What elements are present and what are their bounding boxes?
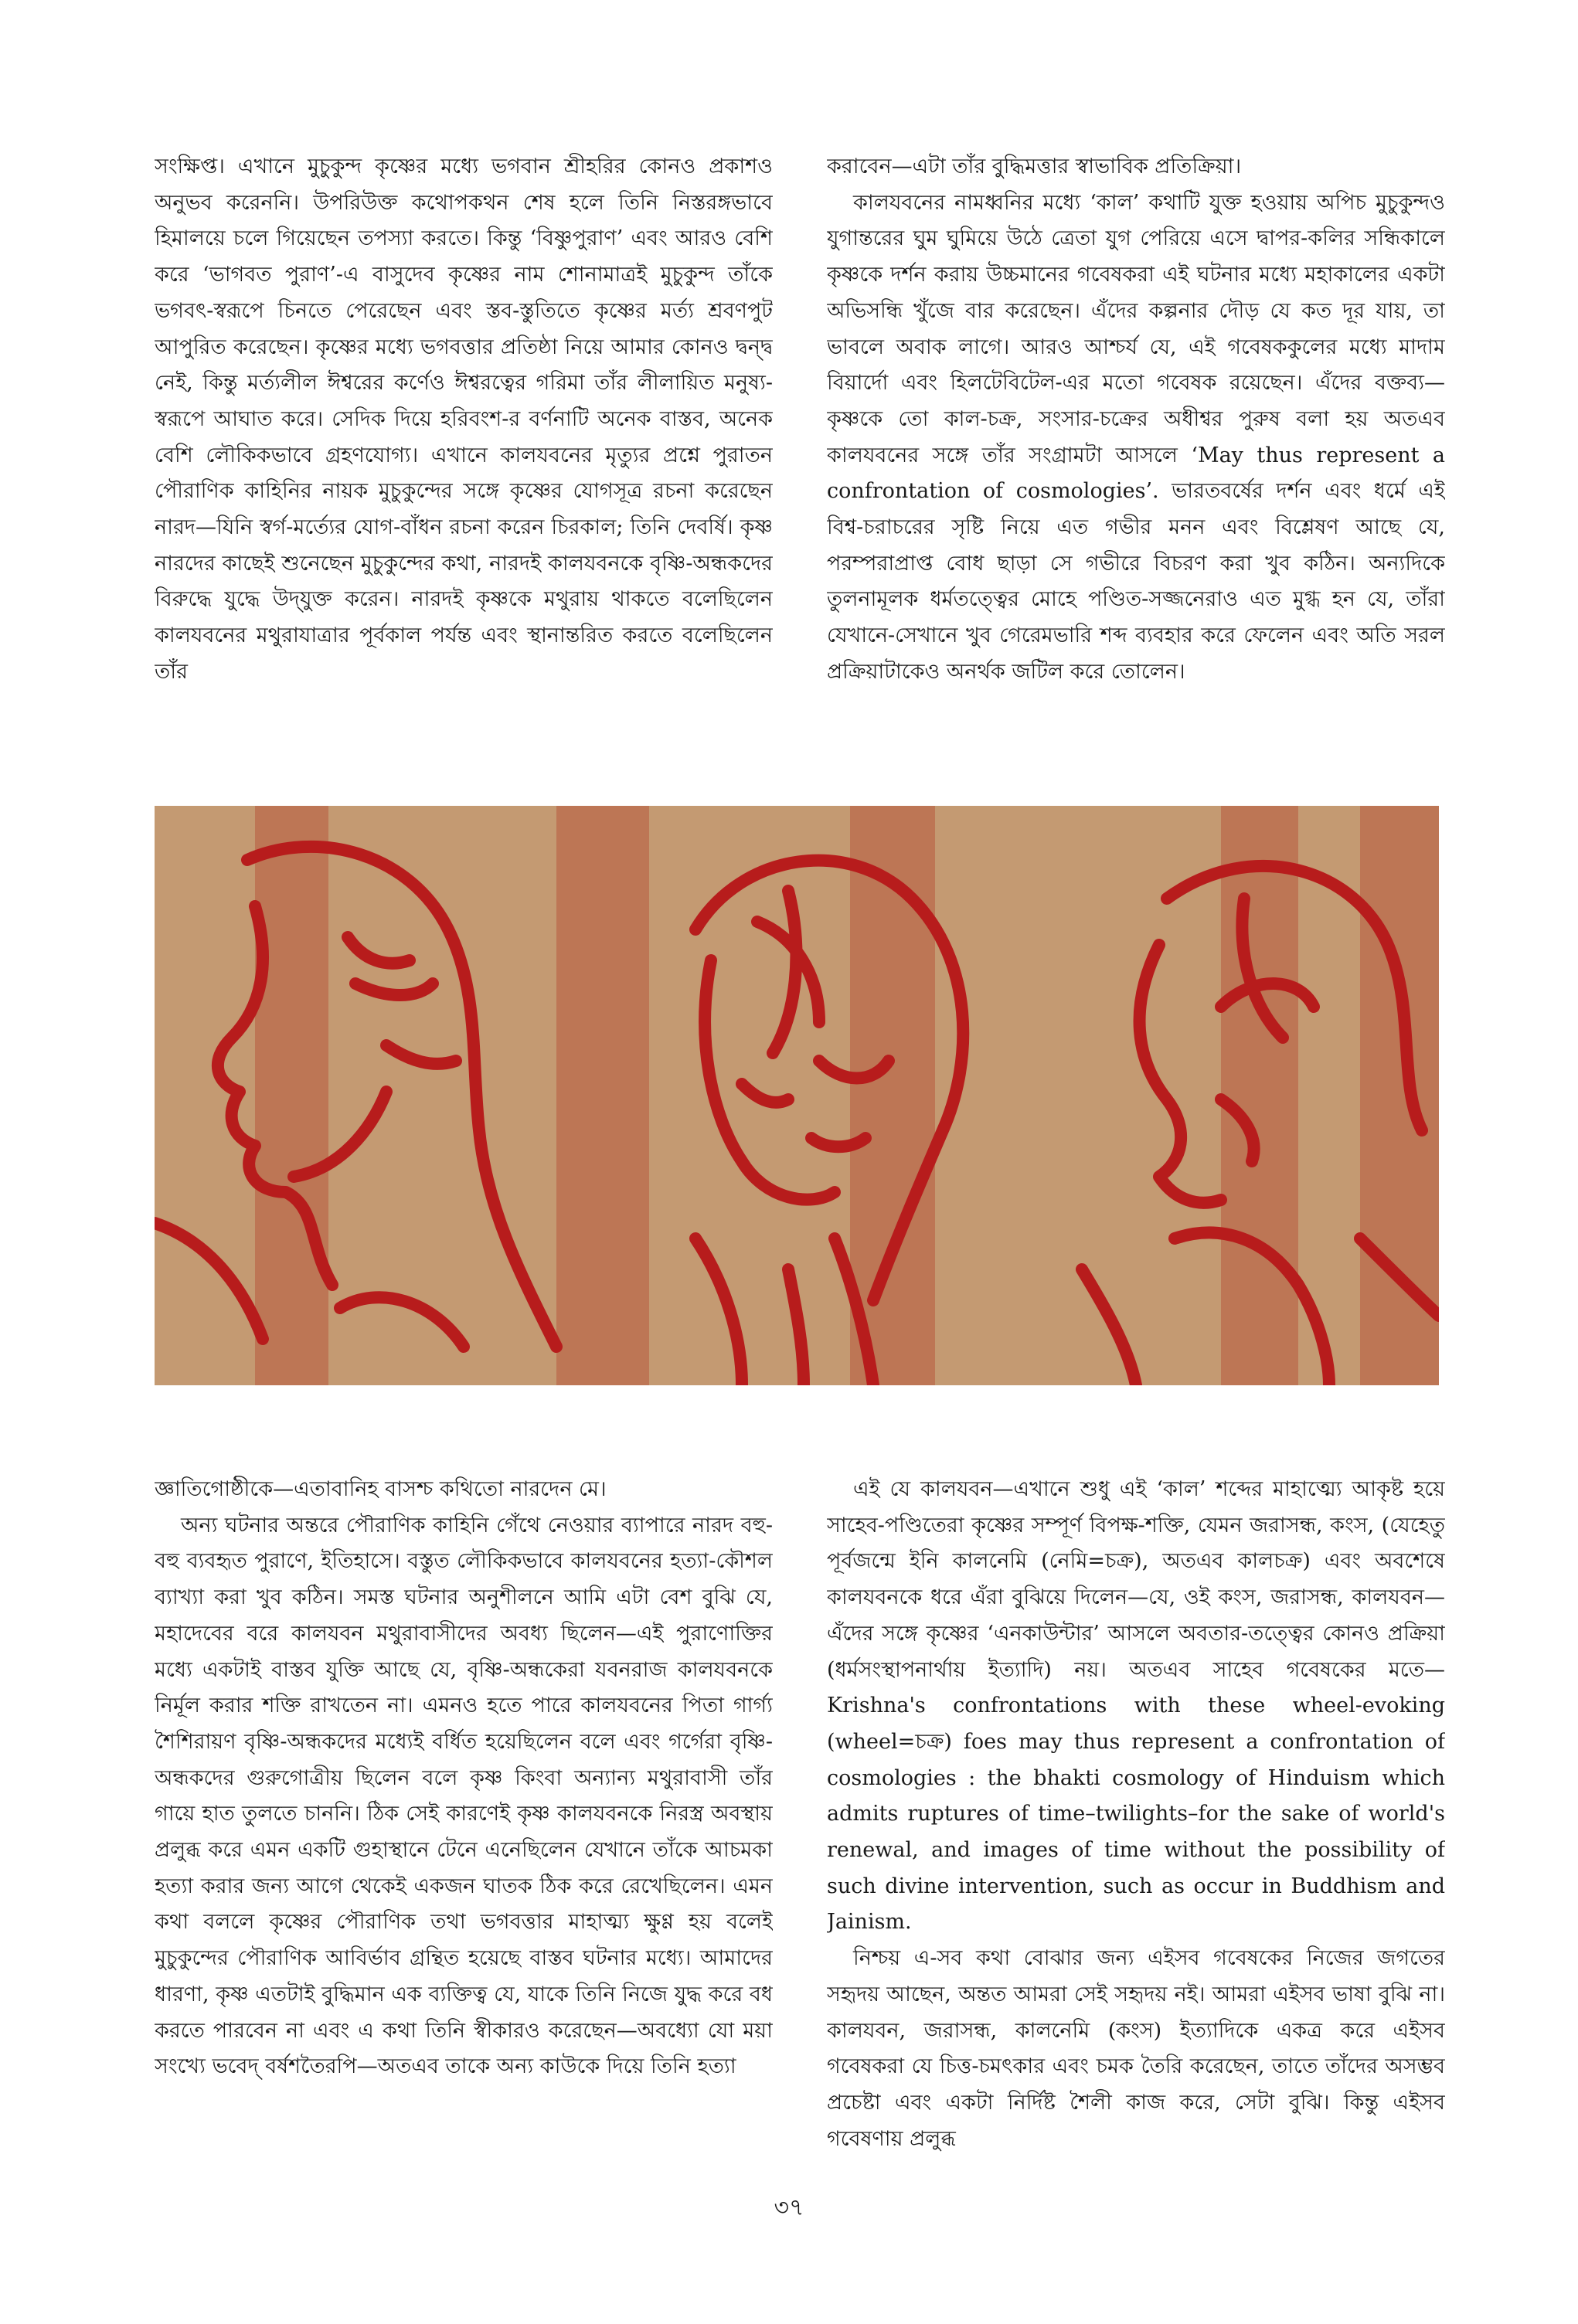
bottom-right-column <box>827 1472 1445 2194</box>
paragraph: এই যে কালযবন—এখানে শুধু এই ‘কাল’ শব্দের মাহাত্ম্যে আকৃষ্ট হয়ে সাহেব-পণ্ডিতেরা কৃষ্ণের সম্পূর্ণ বিপক্ষ-শক্তি, যেমন জরাসন্ধ, কংস, (যেহেতু পূর্বজন্মে ইনি কালনেমি (নেমি=চক্র), অতএব কালচক্র) এবং অবশেষে কালযবনকে ধরে এঁরা বুঝিয়ে দিলেন—যে, ওই কংস, জরাসন্ধ, কালযবন—এঁদের সঙ্গে কৃষ্ণের ‘এনকাউন্টার’ আসলে অবতার-তত্ত্বের কোনও প্রক্রিয়া (ধর্মসংস্থাপনার্থায় ইত্যাদি) নয়। অতএব সাহেব গবেষকের মতে—Krishna's confrontations with these wheel-evoking (wheel=চক্র) foes may thus represent a confrontation of cosmologies : the bhakti cosmology of Hinduism which admits ruptures of time–twilights–for the sake of world's renewal, and images of time without the possibility of such divine intervention, such as occur in Buddhism and Jainism. <box>827 1477 1445 1935</box>
illustration <box>155 806 1439 1385</box>
line-drawing-faces <box>155 806 1439 1385</box>
page-number: ৩৭ <box>774 2194 804 2221</box>
paragraph: জ্ঞাতিগোষ্ঠীকে—এতাবানিহ বাসশ্চ কথিতো নারদেন মে। <box>155 1477 607 1501</box>
bottom-left-column <box>155 1472 773 2194</box>
paragraph: সংক্ষিপ্ত। এখানে মুচুকুন্দ কৃষ্ণের মধ্যে ভগবান শ্রীহরির কোনও প্রকাশও অনুভব করেননি। উপরিউক্ত কথোপকথন শেষ হলে তিনি নিস্তরঙ্গভাবে হিমালয়ে চলে গিয়েছেন তপস্যা করতে। কিন্তু ‘বিষ্ণুপুরাণ’ এবং আরও বেশি করে ‘ভাগবত পুরাণ’-এ বাসুদেব কৃষ্ণের নাম শোনামাত্রই মুচুকুন্দ তাঁকে ভগবৎ-স্বরূপে চিনতে পেরেছেন এবং স্তব-স্তুতিতে কৃষ্ণের মর্ত্য শ্রবণপুট আপুরিত করেছেন। কৃষ্ণের মধ্যে ভগবত্তার প্রতিষ্ঠা নিয়ে আমার কোনও দ্বন্দ্ব নেই, কিন্তু মর্ত্যলীল ঈশ্বরের কর্ণেও ঈশ্বরত্বের গরিমা তাঁর লীলায়িত মনুষ্য-স্বরূপে আঘাত করে। সেদিক দিয়ে হরিবংশ-র বর্ণনাটি অনেক বাস্তব, অনেক বেশি লৌকিকভাবে গ্রহণযোগ্য। এখানে কালযবনের মৃত্যুর প্রশ্নে পুরাতন পৌরাণিক কাহিনির নায়ক মুচুকুন্দের সঙ্গে কৃষ্ণের যোগসূত্র রচনা করেছেন নারদ—যিনি স্বর্গ-মর্ত্যের যোগ-বাঁধন রচনা করেন চিরকাল; তিনি দেবর্ষি। কৃষ্ণ নারদের কাছেই শুনেছেন মুচুকুন্দের কথা, নারদই কালযবনকে বৃষ্ণি-অন্ধকদের বিরুদ্ধে যুদ্ধে উদ্‌যুক্ত করেন। নারদই কৃষ্ণকে মথুরায় থাকতে বলেছিলেন কালযবনের মথুরাযাত্রার পূর্বকাল পর্যন্ত এবং স্থানান্তরিত করতে বলেছিলেন তাঁর <box>155 155 773 684</box>
paragraph: করাবেন—এটা তাঁর বুদ্ধিমত্তার স্বাভাবিক প্রতিক্রিয়া। <box>827 155 1242 178</box>
paragraph: নিশ্চয় এ-সব কথা বোঝার জন্য এইসব গবেষকের নিজের জগতের সহৃদয় আছেন, অন্তত আমরা সেই সহৃদয় নই। আমরা এইসব ভাষা বুঝি না। কালযবন, জরাসন্ধ, কালনেমি (কংস) ইত্যাদিকে একত্র করে এইসব গবেষকরা যে চিত্ত-চমৎকার এবং চমক তৈরি করেছেন, তাতে তাঁদের অসম্ভব প্রচেষ্টা এবং একটা নির্দিষ্ট শৈলী কাজ করে, সেটা বুঝি। কিন্তু এইসব গবেষণায় প্রলুব্ধ <box>827 1946 1445 2151</box>
top-right-column <box>827 149 1445 763</box>
top-left-column <box>155 149 773 763</box>
paragraph: কালযবনের নামধ্বনির মধ্যে ‘কাল’ কথাটি যুক্ত হওয়ায় অপিচ মুচুকুন্দও যুগান্তরের ঘুম ঘুমিয়ে উঠে ত্রেতা যুগ পেরিয়ে এসে দ্বাপর-কলির সন্ধিকালে কৃষ্ণকে দর্শন করায় উচ্চমানের গবেষকরা এই ঘটনার মধ্যে মহাকালের একটা অভিসন্ধি খুঁজে বার করেছেন। এঁদের কল্পনার দৌড় যে কত দূর যায়, তা ভাবলে অবাক লাগে। আরও আশ্চর্য যে, এই গবেষককুলের মধ্যে মাদাম বিয়ার্দো এবং হিলটেবিটেল-এর মতো গবেষক রয়েছেন। এঁদের বক্তব্য—কৃষ্ণকে তো কাল-চক্র, সংসার-চক্রের অধীশ্বর পুরুষ বলা হয় অতএব কালযবনের সঙ্গে তাঁর সংগ্রামটা আসলে ‘May thus represent a confrontation of cosmologies’. ভারতবর্ষের দর্শন এবং ধর্মে এই বিশ্ব-চরাচরের সৃষ্টি নিয়ে এত গভীর মনন এবং বিশ্লেষণ আছে যে, পরম্পরাপ্রাপ্ত বোধ ছাড়া সে গভীরে বিচরণ করা খুব কঠিন। অন্যদিকে তুলনামূলক ধর্মতত্ত্বের মোহে পণ্ডিত-সজ্জনেরাও এত মুগ্ধ হন যে, তাঁরা যেখানে-সেখানে খুব গেরেমভারি শব্দ ব্যবহার করে ফেলেন এবং অতি সরল প্রক্রিয়াটাকেও অনর্থক জটিল করে তোলেন। <box>827 190 1445 684</box>
paragraph: অন্য ঘটনার অন্তরে পৌরাণিক কাহিনি গেঁথে নেওয়ার ব্যাপারে নারদ বহু-বহু ব্যবহৃত পুরাণে, ইতিহাসে। বস্তুত লৌকিকভাবে কালযবনের হত্যা-কৌশল ব্যাখ্যা করা খুব কঠিন। সমস্ত ঘটনার অনুশীলনে আমি এটা বেশ বুঝি যে, মহাদেবের বরে কালযবন মথুরাবাসীদের অবধ্য ছিলেন—এই পুরাণোক্তির মধ্যে একটাই বাস্তব যুক্তি আছে যে, বৃষ্ণি-অন্ধকেরা যবনরাজ কালযবনকে নির্মূল করার শক্তি রাখতেন না। এমনও হতে পারে কালযবনের পিতা গার্গ্য শৈশিরায়ণ বৃষ্ণি-অন্ধকদের মধ্যেই বর্ধিত হয়েছিলেন বলে এবং গর্গেরা বৃষ্ণি-অন্ধকদের গুরুগোত্রীয় ছিলেন বলে কৃষ্ণ কিংবা অন্যান্য মথুরাবাসী তাঁর গায়ে হাত তুলতে চাননি। ঠিক সেই কারণেই কৃষ্ণ কালযবনকে নিরস্ত্র অবস্থায় প্রলুব্ধ করে এমন একটি গুহাস্থানে টেনে এনেছিলেন যেখানে তাঁকে আচমকা হত্যা করার জন্য আগে থেকেই একজন ঘাতক ঠিক করে রেখেছিলেন। এমন কথা বললে কৃষ্ণের পৌরাণিক তথা ভগবত্তার মাহাত্ম্য ক্ষুণ্ণ হয় বলেই মুচুকুন্দের পৌরাণিক আবির্ভাব গ্রন্থিত হয়েছে বাস্তব ঘটনার মধ্যে। আমাদের ধারণা, কৃষ্ণ এতটাই বুদ্ধিমান এক ব্যক্তিত্ব যে, যাকে তিনি নিজে যুদ্ধ করে বধ করতে পারবেন না এবং এ কথা তিনি স্বীকারও করেছেন—অবধ্যো যো ময়া সংখ্যে ভবেদ্ বর্ষশতৈরপি—অতএব তাকে অন্য কাউকে দিয়ে তিনি হত্যা <box>155 1513 773 2079</box>
